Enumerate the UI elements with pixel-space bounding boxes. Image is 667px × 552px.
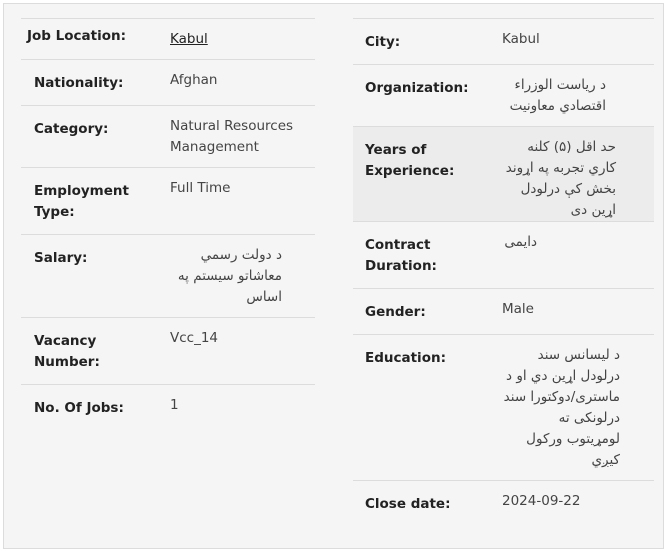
- category-label: Category:: [34, 121, 109, 137]
- gender-label: Gender:: [365, 304, 426, 320]
- row-organization: [353, 65, 654, 127]
- organization-label: Organization:: [365, 80, 469, 96]
- row-close-date: [353, 481, 654, 527]
- close-date-value: 2024-09-22: [502, 493, 581, 509]
- job-details-right-table: [353, 18, 654, 527]
- row-nationality: [21, 60, 315, 106]
- job-details-left-table: [21, 18, 315, 431]
- contract-duration-value: دایمی: [504, 234, 537, 250]
- employment-type-value: Full Time: [170, 180, 231, 196]
- city-value: Kabul: [502, 31, 540, 47]
- job-details-panel: [3, 3, 664, 549]
- row-education: [353, 335, 654, 481]
- row-category: [21, 106, 315, 168]
- row-city: [353, 19, 654, 65]
- organization-value: د ریاست الوزراء اقتصادي معاونیت: [509, 77, 606, 114]
- education-label: Education:: [365, 350, 446, 366]
- no-of-jobs-value: 1: [170, 397, 179, 413]
- row-vacancy-number: [21, 318, 315, 385]
- education-value: د لیسانس سند درلودل اړین دي او د ماستری/دوکتورا سند درلونکی ته لومړیتوب ورکول کیږي: [503, 347, 620, 468]
- row-job-location: [21, 19, 315, 60]
- contract-duration-label: Contract Duration:: [365, 237, 437, 274]
- close-date-label: Close date:: [365, 496, 451, 512]
- row-contract-duration: [353, 222, 654, 289]
- employment-type-label: Employment Type:: [34, 183, 129, 220]
- job-location-label: Job Location:: [27, 28, 127, 44]
- row-no-of-jobs: [21, 385, 315, 431]
- nationality-label: Nationality:: [34, 75, 124, 91]
- no-of-jobs-label: No. Of Jobs:: [34, 400, 124, 416]
- gender-value: Male: [502, 301, 534, 317]
- row-employment-type: [21, 168, 315, 235]
- salary-value: د دولت رسمي معاشاتو سیستم په اساس: [177, 247, 282, 305]
- row-years-of-experience: [353, 127, 654, 222]
- years-of-experience-label: Years of Experience:: [353, 127, 472, 222]
- category-value: Natural Resources Management: [170, 118, 294, 155]
- nationality-value: Afghan: [170, 72, 218, 88]
- years-of-experience-value: حد اقل (۵) کلنه کاري تجربه په اړوند بخش کې درلودل اړین دی: [505, 139, 616, 218]
- salary-label: Salary:: [34, 250, 88, 266]
- vacancy-number-value: Vcc_14: [170, 330, 219, 346]
- job-location-link[interactable]: Kabul: [170, 31, 208, 47]
- row-gender: [353, 289, 654, 335]
- vacancy-number-label: Vacancy Number:: [34, 333, 100, 370]
- city-label: City:: [365, 34, 401, 50]
- row-salary: [21, 235, 315, 318]
